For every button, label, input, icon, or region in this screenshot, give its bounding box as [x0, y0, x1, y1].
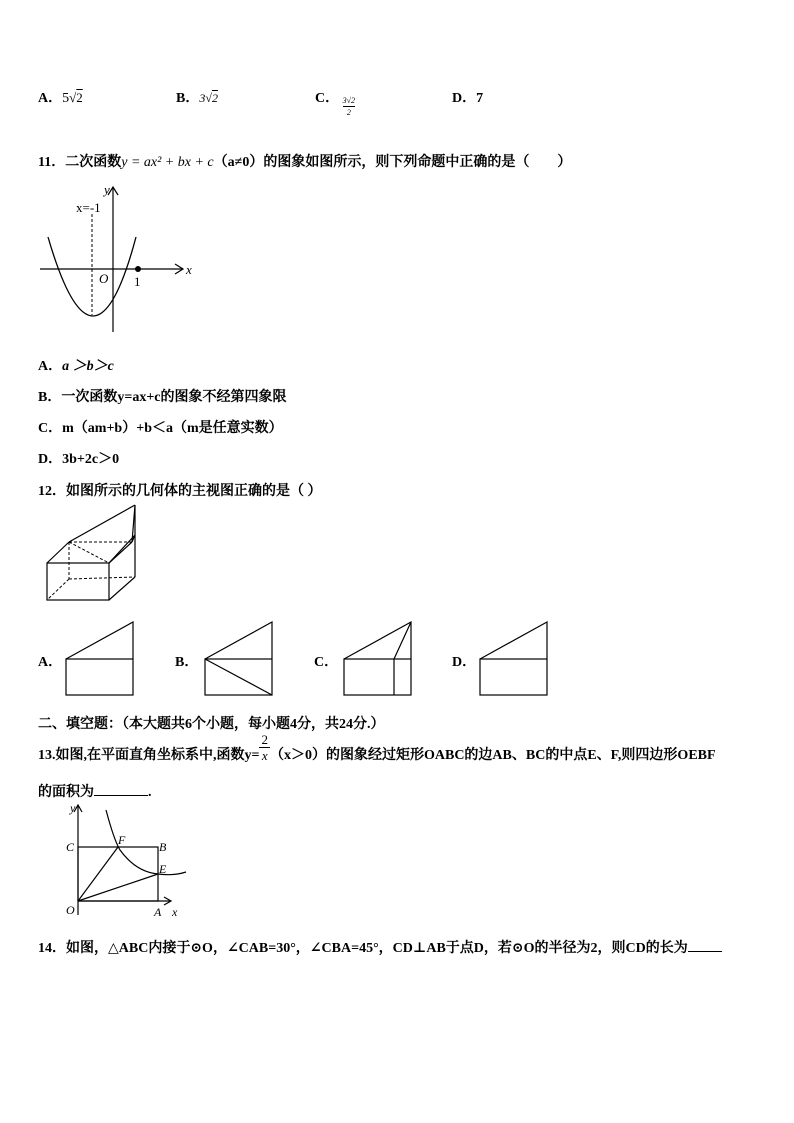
q11-symmetry-label: x=-1: [76, 200, 101, 215]
q12-option-b-label: B．: [175, 655, 199, 670]
q11-origin-label: O: [99, 271, 109, 286]
q14-answer-blank[interactable]: [688, 939, 722, 952]
q11-option-a: A．a ＞b＞c: [38, 359, 114, 374]
svg-text:E: E: [159, 862, 167, 876]
q13-answer-blank[interactable]: [94, 783, 148, 796]
q10-option-c-value: $\frac{3√2}{2}$: [342, 96, 356, 117]
q10-option-d: D．7: [452, 91, 484, 106]
svg-text:F: F: [118, 833, 126, 847]
q10-option-d-value: 7: [476, 91, 484, 106]
q13-rectangle-figure: [58, 800, 188, 925]
q12-box-front: [47, 563, 109, 600]
q12-option-a-figure: [64, 620, 136, 698]
q12-option-b-figure: [203, 620, 275, 698]
q10-option-b: B．3√2: [176, 91, 218, 106]
q11-point-label: 1: [134, 274, 141, 289]
q12-option-a-label: A．: [38, 655, 63, 670]
q12-solid-figure: [40, 500, 150, 605]
q12-option-d-label: D．: [452, 655, 477, 670]
q11-option-b: B．一次函数y=ax+c的图象不经第四象限: [38, 390, 287, 405]
svg-text:C: C: [66, 840, 75, 854]
q13-stem: 13.如图,在平面直角坐标系中,函数y= $\frac{2}{x}$ （x＞0）的图象经过矩形OABC的边AB、BC的中点E、F,则四边形OEBF: [38, 732, 716, 764]
svg-text:O: O: [66, 903, 75, 917]
svg-text:y: y: [70, 801, 76, 815]
q11-y-label: y: [104, 182, 110, 197]
q11-x-label: x: [186, 262, 192, 277]
q12-option-c-label: C．: [314, 655, 339, 670]
q12-option-d-figure: [478, 620, 550, 698]
q12-stem: 12．如图所示的几何体的主视图正确的是（ ）: [38, 484, 322, 499]
q10-option-b-value: 3√2: [199, 91, 218, 105]
q13-stem-line2: 的面积为 .: [38, 785, 152, 800]
q14-stem: 14．如图，△ABC内接于⊙O，∠CAB=30°，∠CBA=45°，CD⊥AB于点D，若⊙O的半径为2，则CD的长为: [38, 937, 722, 957]
q11-point-1: [135, 266, 141, 272]
q11-equation: y = ax² + bx + c: [121, 155, 214, 170]
q10-option-a: A．5√2: [38, 90, 83, 106]
q10-option-a-value: 5√2: [62, 90, 83, 106]
svg-text:B: B: [159, 840, 167, 854]
q10-option-c: C． $\frac{3√2}{2}$: [315, 91, 356, 117]
q11-stem: 11．二次函数y = ax² + bx + c（a≠0）的图象如图所示，则下列命题中正确的是（ ）: [38, 155, 572, 170]
q12-option-c-figure: [342, 620, 414, 698]
svg-text:x: x: [172, 905, 178, 919]
q13-fraction: $\frac{2}{x}$: [261, 732, 268, 764]
q11-parabola-figure: [36, 180, 196, 340]
svg-text:A: A: [154, 905, 162, 919]
q11-option-c: C．m（am+b）+b＜a（m是任意实数）: [38, 421, 283, 436]
q13-rectangle-oabc: [78, 847, 158, 901]
section-fill-in-heading: 二、填空题：（本大题共6个小题，每小题4分，共24分.）: [38, 717, 385, 732]
q11-option-d: D．3b+2c＞0: [38, 452, 120, 467]
